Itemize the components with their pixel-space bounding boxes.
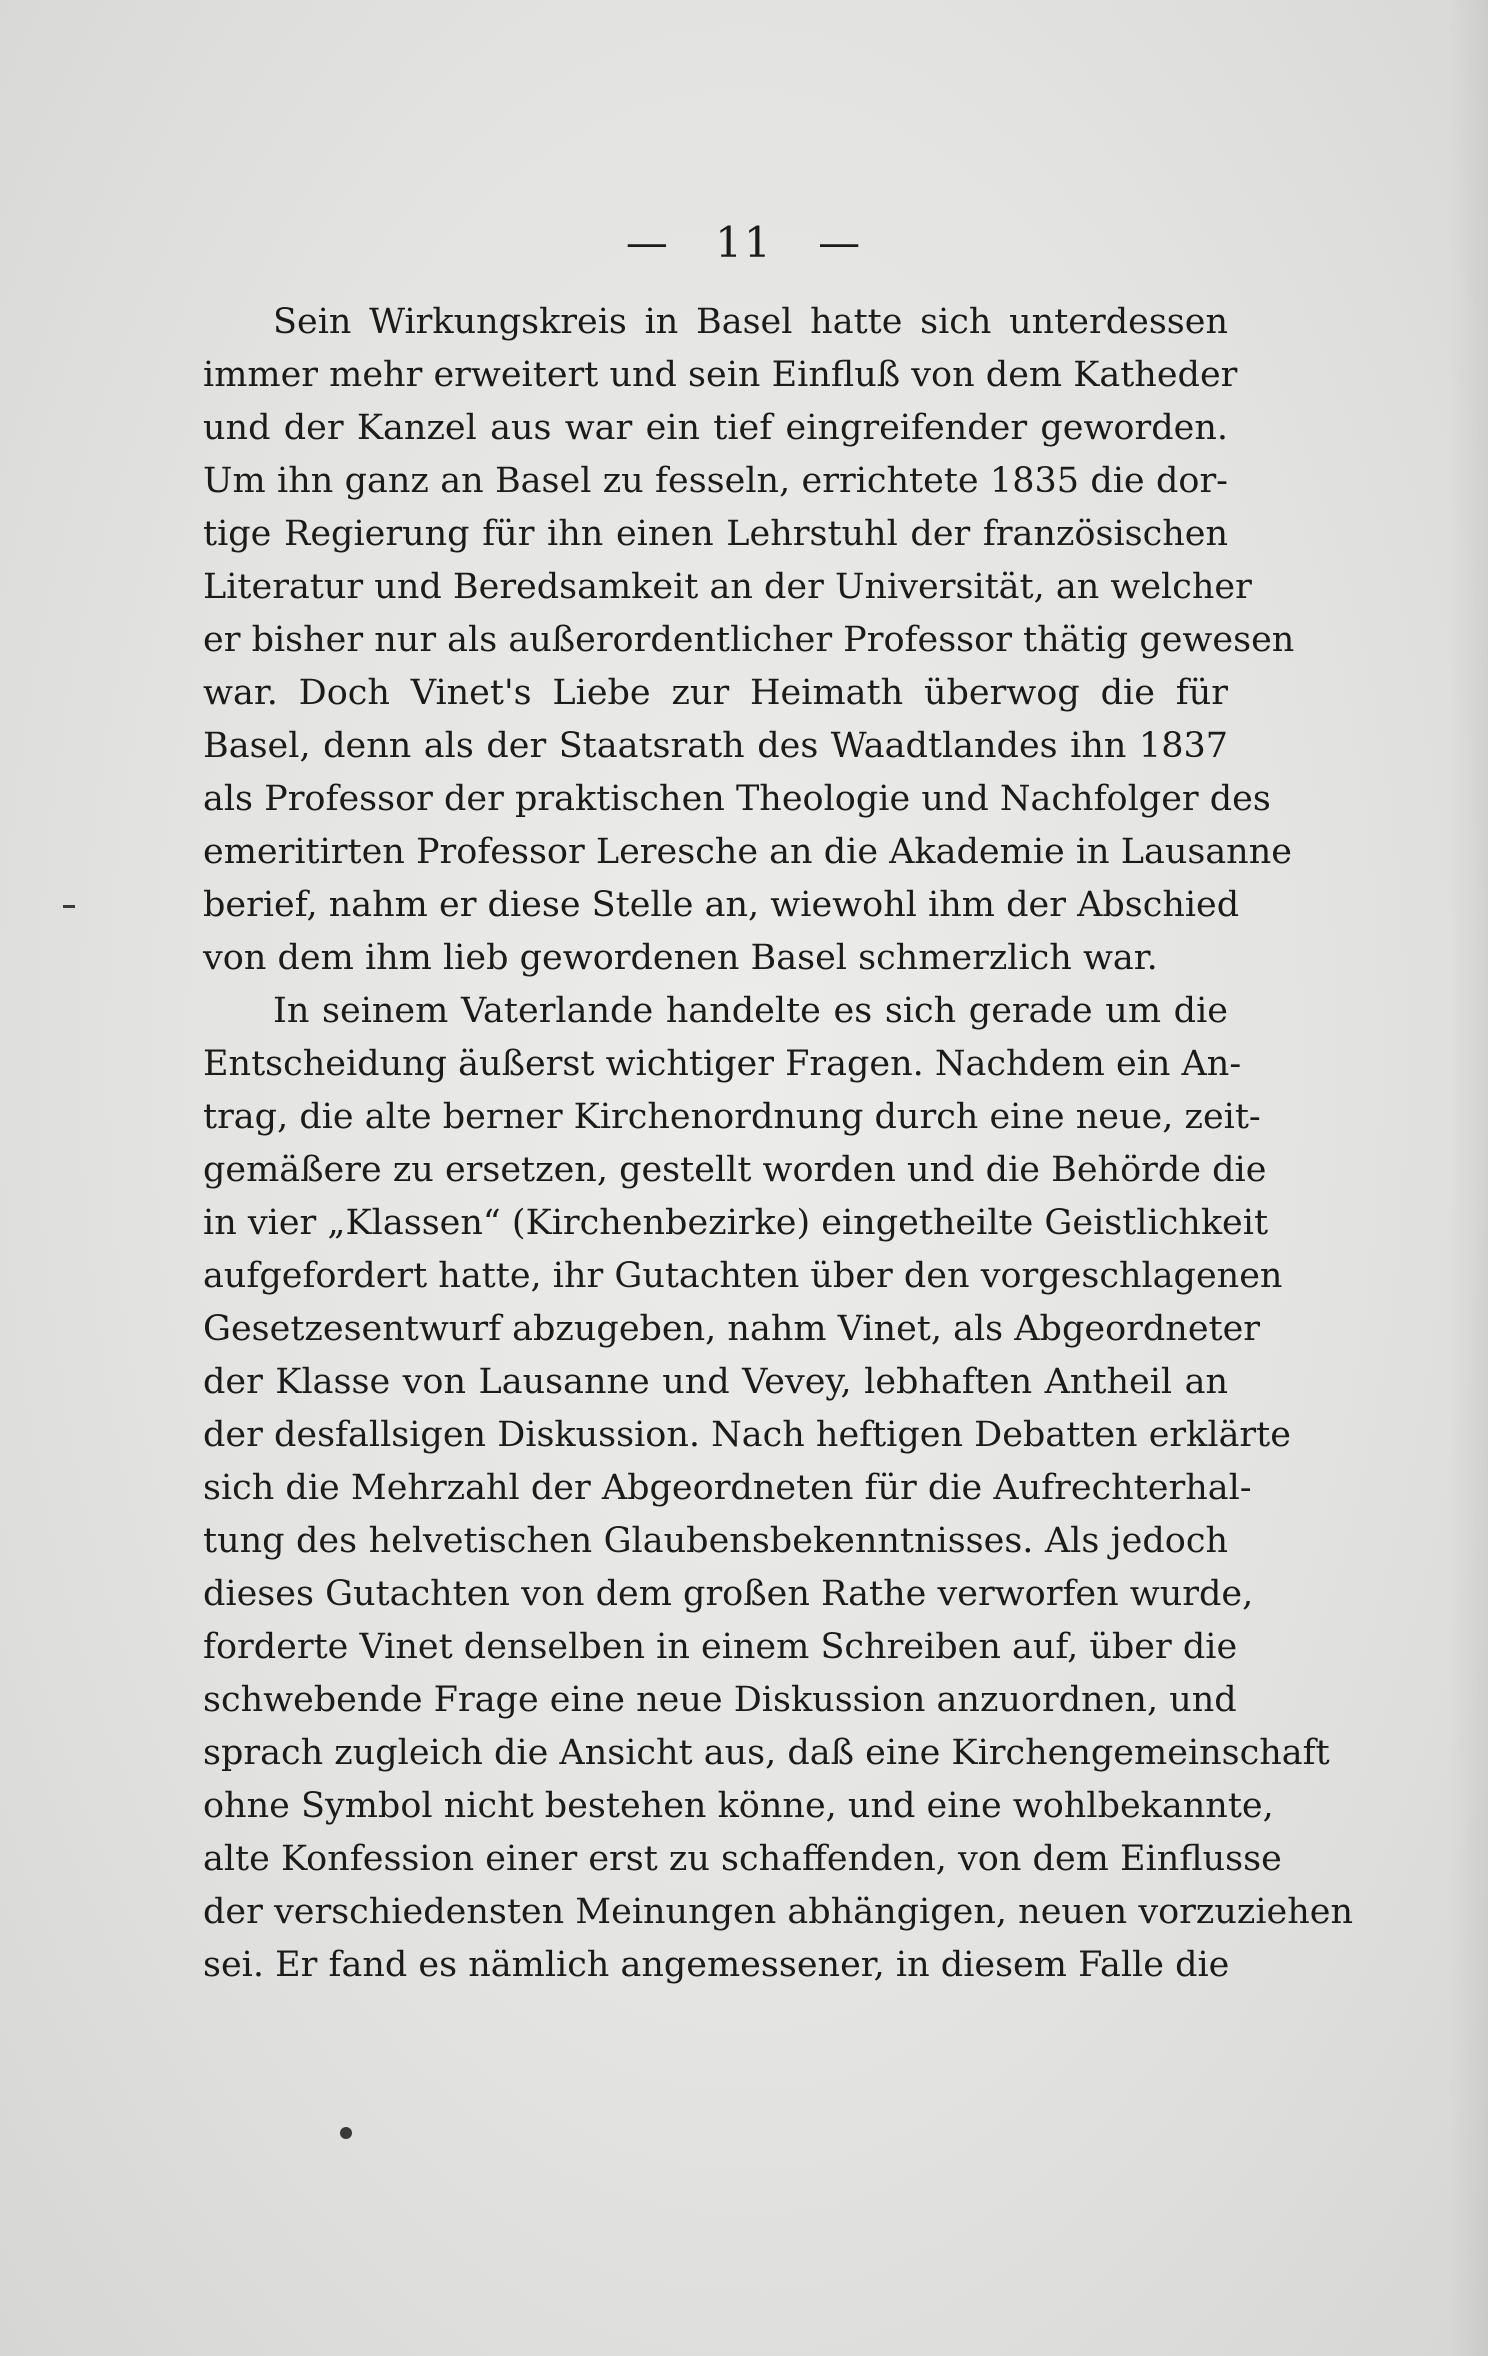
text-line: gemäßere zu ersetzen, gestellt worden und die Behörde die [203,1150,1267,1190]
text-line: Sein Wirkungskreis in Basel hatte sich unterdessen [273,302,1228,342]
text-line: forderte Vinet denselben in einem Schreiben auf, über die [203,1627,1238,1667]
body-text [203,296,1354,1992]
text-line: war. Doch Vinet's Liebe zur Heimath überwog die für [203,673,1228,713]
text-line: Basel, denn als der Staatsrath des Waadtlandes ihn 1837 [203,726,1228,766]
text-line: ohne Symbol nicht bestehen könne, und eine wohlbekannte, [203,1786,1274,1826]
text-line: In seinem Vaterlande handelte es sich gerade um die [273,991,1228,1031]
page-header [0,218,1488,267]
text-line: der desfallsigen Diskussion. Nach heftigen Debatten erklärte [203,1415,1291,1455]
text-line: emeritirten Professor Leresche an die Akademie in Lausanne [203,832,1292,872]
text-line: berief, nahm er diese Stelle an, wiewohl ihm der Abschied [203,885,1240,925]
text-line: alte Konfession einer erst zu schaffenden, von dem Einflusse [203,1839,1282,1879]
text-line: sei. Er fand es nämlich angemessener, in diesem Falle die [203,1945,1230,1985]
text-line: in vier „Klassen“ (Kirchenbezirke) eingetheilte Geistlichkeit [203,1203,1269,1243]
header-dash-left: — [625,218,670,267]
page-number: 11 [715,218,773,267]
text-line: immer mehr erweitert und sein Einfluß von dem Katheder [203,355,1238,395]
text-line: von dem ihm lieb gewordenen Basel schmerzlich war. [203,938,1158,978]
text-line: Entscheidung äußerst wichtiger Fragen. Nachdem ein An- [203,1044,1242,1084]
text-line: sprach zugleich die Ansicht aus, daß eine Kirchengemeinschaft [203,1733,1330,1773]
text-line: der Klasse von Lausanne und Vevey, lebhaften Antheil an [203,1362,1228,1402]
text-line: tige Regierung für ihn einen Lehrstuhl der französischen [203,514,1228,554]
text-line: schwebende Frage eine neue Diskussion anzuordnen, und [203,1680,1237,1720]
text-line: sich die Mehrzahl der Abgeordneten für die Aufrechterhal- [203,1468,1252,1508]
text-line: Gesetzesentwurf abzugeben, nahm Vinet, als Abgeordneter [203,1309,1261,1349]
text-line: Literatur und Beredsamkeit an der Universität, an welcher [203,567,1252,607]
ink-spot [340,2127,352,2139]
text-line: dieses Gutachten von dem großen Rathe verworfen wurde, [203,1574,1254,1614]
header-dash-right: — [818,218,863,267]
text-line: aufgefordert hatte, ihr Gutachten über den vorgeschlagenen [203,1256,1283,1296]
text-line: und der Kanzel aus war ein tief eingreifender geworden. [203,408,1228,448]
text-line: als Professor der praktischen Theologie und Nachfolger des [203,779,1271,819]
margin-mark [63,905,75,908]
text-line: er bisher nur als außerordentlicher Professor thätig gewesen [203,620,1295,660]
page-edge-shadow [1448,0,1488,2356]
text-line: tung des helvetischen Glaubensbekenntnisses. Als jedoch [203,1521,1228,1561]
text-line: Um ihn ganz an Basel zu fesseln, errichtete 1835 die dor- [203,461,1228,501]
text-line: der verschiedensten Meinungen abhängigen, neuen vorzuziehen [203,1892,1354,1932]
text-line: trag, die alte berner Kirchenordnung durch eine neue, zeit- [203,1097,1261,1137]
